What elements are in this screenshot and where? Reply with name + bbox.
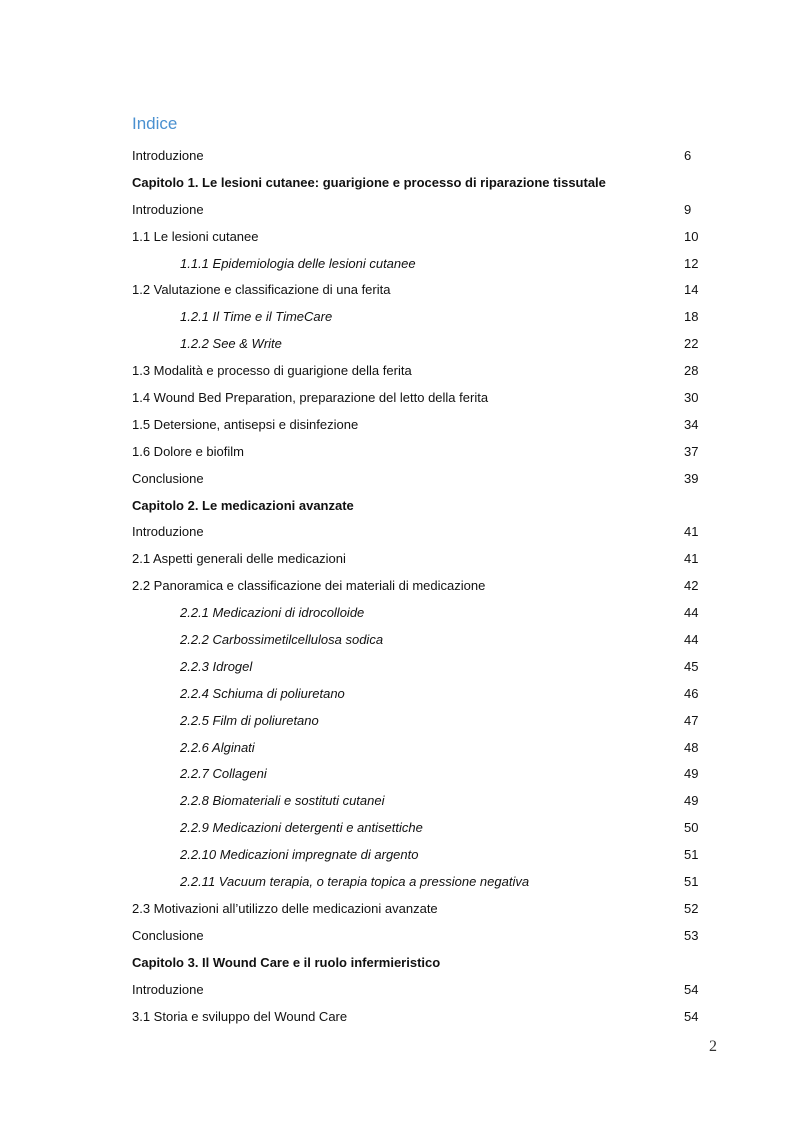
toc-title: Indice xyxy=(132,114,178,133)
toc-entry-label: 1.2.2 See & Write xyxy=(180,336,282,352)
toc-entry-label: Conclusione xyxy=(132,927,204,943)
toc-entry xyxy=(0,977,794,1004)
toc-entry xyxy=(0,224,794,251)
toc-entry-label: Introduzione xyxy=(132,148,204,163)
toc-entry-label: Conclusione xyxy=(132,470,204,486)
toc-entry-label: 2.2.9 Medicazioni detergenti e antisettiche xyxy=(180,820,423,836)
toc-entry-page: 41 xyxy=(684,551,699,567)
toc-entry-page: 53 xyxy=(684,927,699,943)
toc-subsection-entry xyxy=(0,735,794,762)
toc-subsection-entry xyxy=(0,708,794,735)
toc-entry xyxy=(0,923,794,950)
toc-entry-label: 2.2.10 Medicazioni impregnate di argento xyxy=(180,847,419,863)
toc-entry-page: 49 xyxy=(684,766,699,782)
toc-entry-page: 48 xyxy=(684,739,699,755)
toc-entry-label: 1.4 Wound Bed Preparation, preparazione del letto della ferita xyxy=(132,390,489,406)
toc-entry-page: 52 xyxy=(684,900,699,916)
toc-entry-label: 2.2.4 Schiuma di poliuretano xyxy=(180,685,345,701)
toc-entry-page: 54 xyxy=(684,981,699,997)
toc-subsection-entry xyxy=(0,627,794,654)
toc-chapter-heading xyxy=(0,170,794,197)
toc-entry-label: 2.2.3 Idrogel xyxy=(180,658,253,674)
toc-entry-label: 1.6 Dolore e biofilm xyxy=(132,443,244,459)
toc-subsection-entry xyxy=(0,600,794,627)
toc-entry-label: 1.5 Detersione, antisepsi e disinfezione xyxy=(132,416,359,432)
toc-entry-page: 45 xyxy=(684,658,699,674)
toc-entry xyxy=(0,466,794,493)
toc-entry-label: 1.1 Le lesioni cutanee xyxy=(132,228,259,244)
toc-entry-page: 41 xyxy=(684,524,699,540)
toc-entry-page: 18 xyxy=(684,309,699,325)
toc-entry-page: 34 xyxy=(684,416,699,432)
toc-entry-label: Introduzione xyxy=(132,981,204,997)
toc-entry-page: 14 xyxy=(684,282,699,298)
toc-entry-label: Introduzione xyxy=(132,524,204,540)
toc-entry-label: 1.3 Modalità e processo di guarigione della ferita xyxy=(132,363,412,379)
toc-entry-label: 2.1 Aspetti generali delle medicazioni xyxy=(132,551,346,567)
toc-chapter-heading xyxy=(0,950,794,977)
toc-entry-label: 2.2 Panoramica e classificazione dei materiali di medicazione xyxy=(132,578,486,594)
toc-entry-label: Capitolo 1. Le lesioni cutanee: guarigione e processo di riparazione tissutale xyxy=(132,174,606,190)
toc-subsection-entry xyxy=(0,304,794,331)
toc-entry xyxy=(0,197,794,224)
toc-subsection-entry xyxy=(0,761,794,788)
toc-entry-page: 10 xyxy=(684,228,699,244)
toc-entry-label: Capitolo 2. Le medicazioni avanzate xyxy=(132,497,354,513)
toc-entry-page: 44 xyxy=(684,605,699,621)
toc-entry-page: 49 xyxy=(684,793,699,809)
toc-entry-label: 2.2.7 Collageni xyxy=(180,766,267,782)
toc-entry-page: 46 xyxy=(684,685,699,701)
toc-entry-page: 44 xyxy=(684,632,699,648)
toc-entry-page: 9 xyxy=(684,201,692,217)
toc-entry-label: Introduzione xyxy=(132,201,204,217)
toc-entry xyxy=(0,385,794,412)
page-number: 2 xyxy=(709,1038,717,1055)
toc-entry-page: 30 xyxy=(684,390,699,406)
toc-entry xyxy=(0,896,794,923)
toc-entry-label: 2.2.8 Biomateriali e sostituti cutanei xyxy=(180,793,385,809)
toc-entry-page: 47 xyxy=(684,712,699,728)
toc-chapter-heading xyxy=(0,493,794,520)
toc-entry-page: 42 xyxy=(684,578,699,594)
toc-subsection-entry xyxy=(0,681,794,708)
toc-entry xyxy=(0,546,794,573)
toc-entry-page: 37 xyxy=(684,443,699,459)
toc-subsection-entry xyxy=(0,654,794,681)
toc-entry xyxy=(0,277,794,304)
toc-subsection-entry xyxy=(0,331,794,358)
toc-entry-label: 1.2 Valutazione e classificazione di una ferita xyxy=(132,282,391,298)
toc-entry-label: 2.2.2 Carbossimetilcellulosa sodica xyxy=(180,632,384,648)
toc-entry-label: 2.2.5 Film di poliuretano xyxy=(180,712,319,728)
toc-entry-label: 2.2.1 Medicazioni di idrocolloide xyxy=(180,605,365,621)
toc-entry-label: 2.2.11 Vacuum terapia, o terapia topica a pressione negativa xyxy=(180,874,530,890)
toc-subsection-entry xyxy=(0,788,794,815)
toc-entry xyxy=(0,358,794,385)
toc-entry-label: Capitolo 3. Il Wound Care e il ruolo infermieristico xyxy=(132,954,441,970)
toc-entry xyxy=(0,439,794,466)
toc-subsection-entry xyxy=(0,815,794,842)
table-of-contents xyxy=(0,143,794,1030)
toc-entry-page: 6 xyxy=(684,148,692,163)
toc-entry-label: 2.2.6 Alginati xyxy=(180,739,255,755)
toc-entry xyxy=(0,143,794,170)
toc-entry-label: 2.3 Motivazioni all’utilizzo delle medicazioni avanzate xyxy=(132,900,438,916)
toc-entry xyxy=(0,1004,794,1031)
toc-subsection-entry xyxy=(0,842,794,869)
toc-subsection-entry xyxy=(0,869,794,896)
toc-subsection-entry xyxy=(0,251,794,278)
toc-entry-label: 1.2.1 Il Time e il TimeCare xyxy=(180,309,333,325)
toc-entry-label: 1.1.1 Epidemiologia delle lesioni cutanee xyxy=(180,255,416,271)
toc-entry-page: 54 xyxy=(684,1008,699,1024)
toc-entry-page: 28 xyxy=(684,363,699,379)
toc-entry-page: 51 xyxy=(684,847,699,863)
toc-entry-page: 22 xyxy=(684,336,699,352)
toc-entry xyxy=(0,519,794,546)
toc-entry-page: 39 xyxy=(684,470,699,486)
toc-entry-page: 12 xyxy=(684,255,699,271)
toc-entry xyxy=(0,412,794,439)
toc-entry-page: 50 xyxy=(684,820,699,836)
toc-entry-page: 51 xyxy=(684,874,699,890)
toc-entry xyxy=(0,573,794,600)
toc-entry-label: 3.1 Storia e sviluppo del Wound Care xyxy=(132,1008,348,1024)
